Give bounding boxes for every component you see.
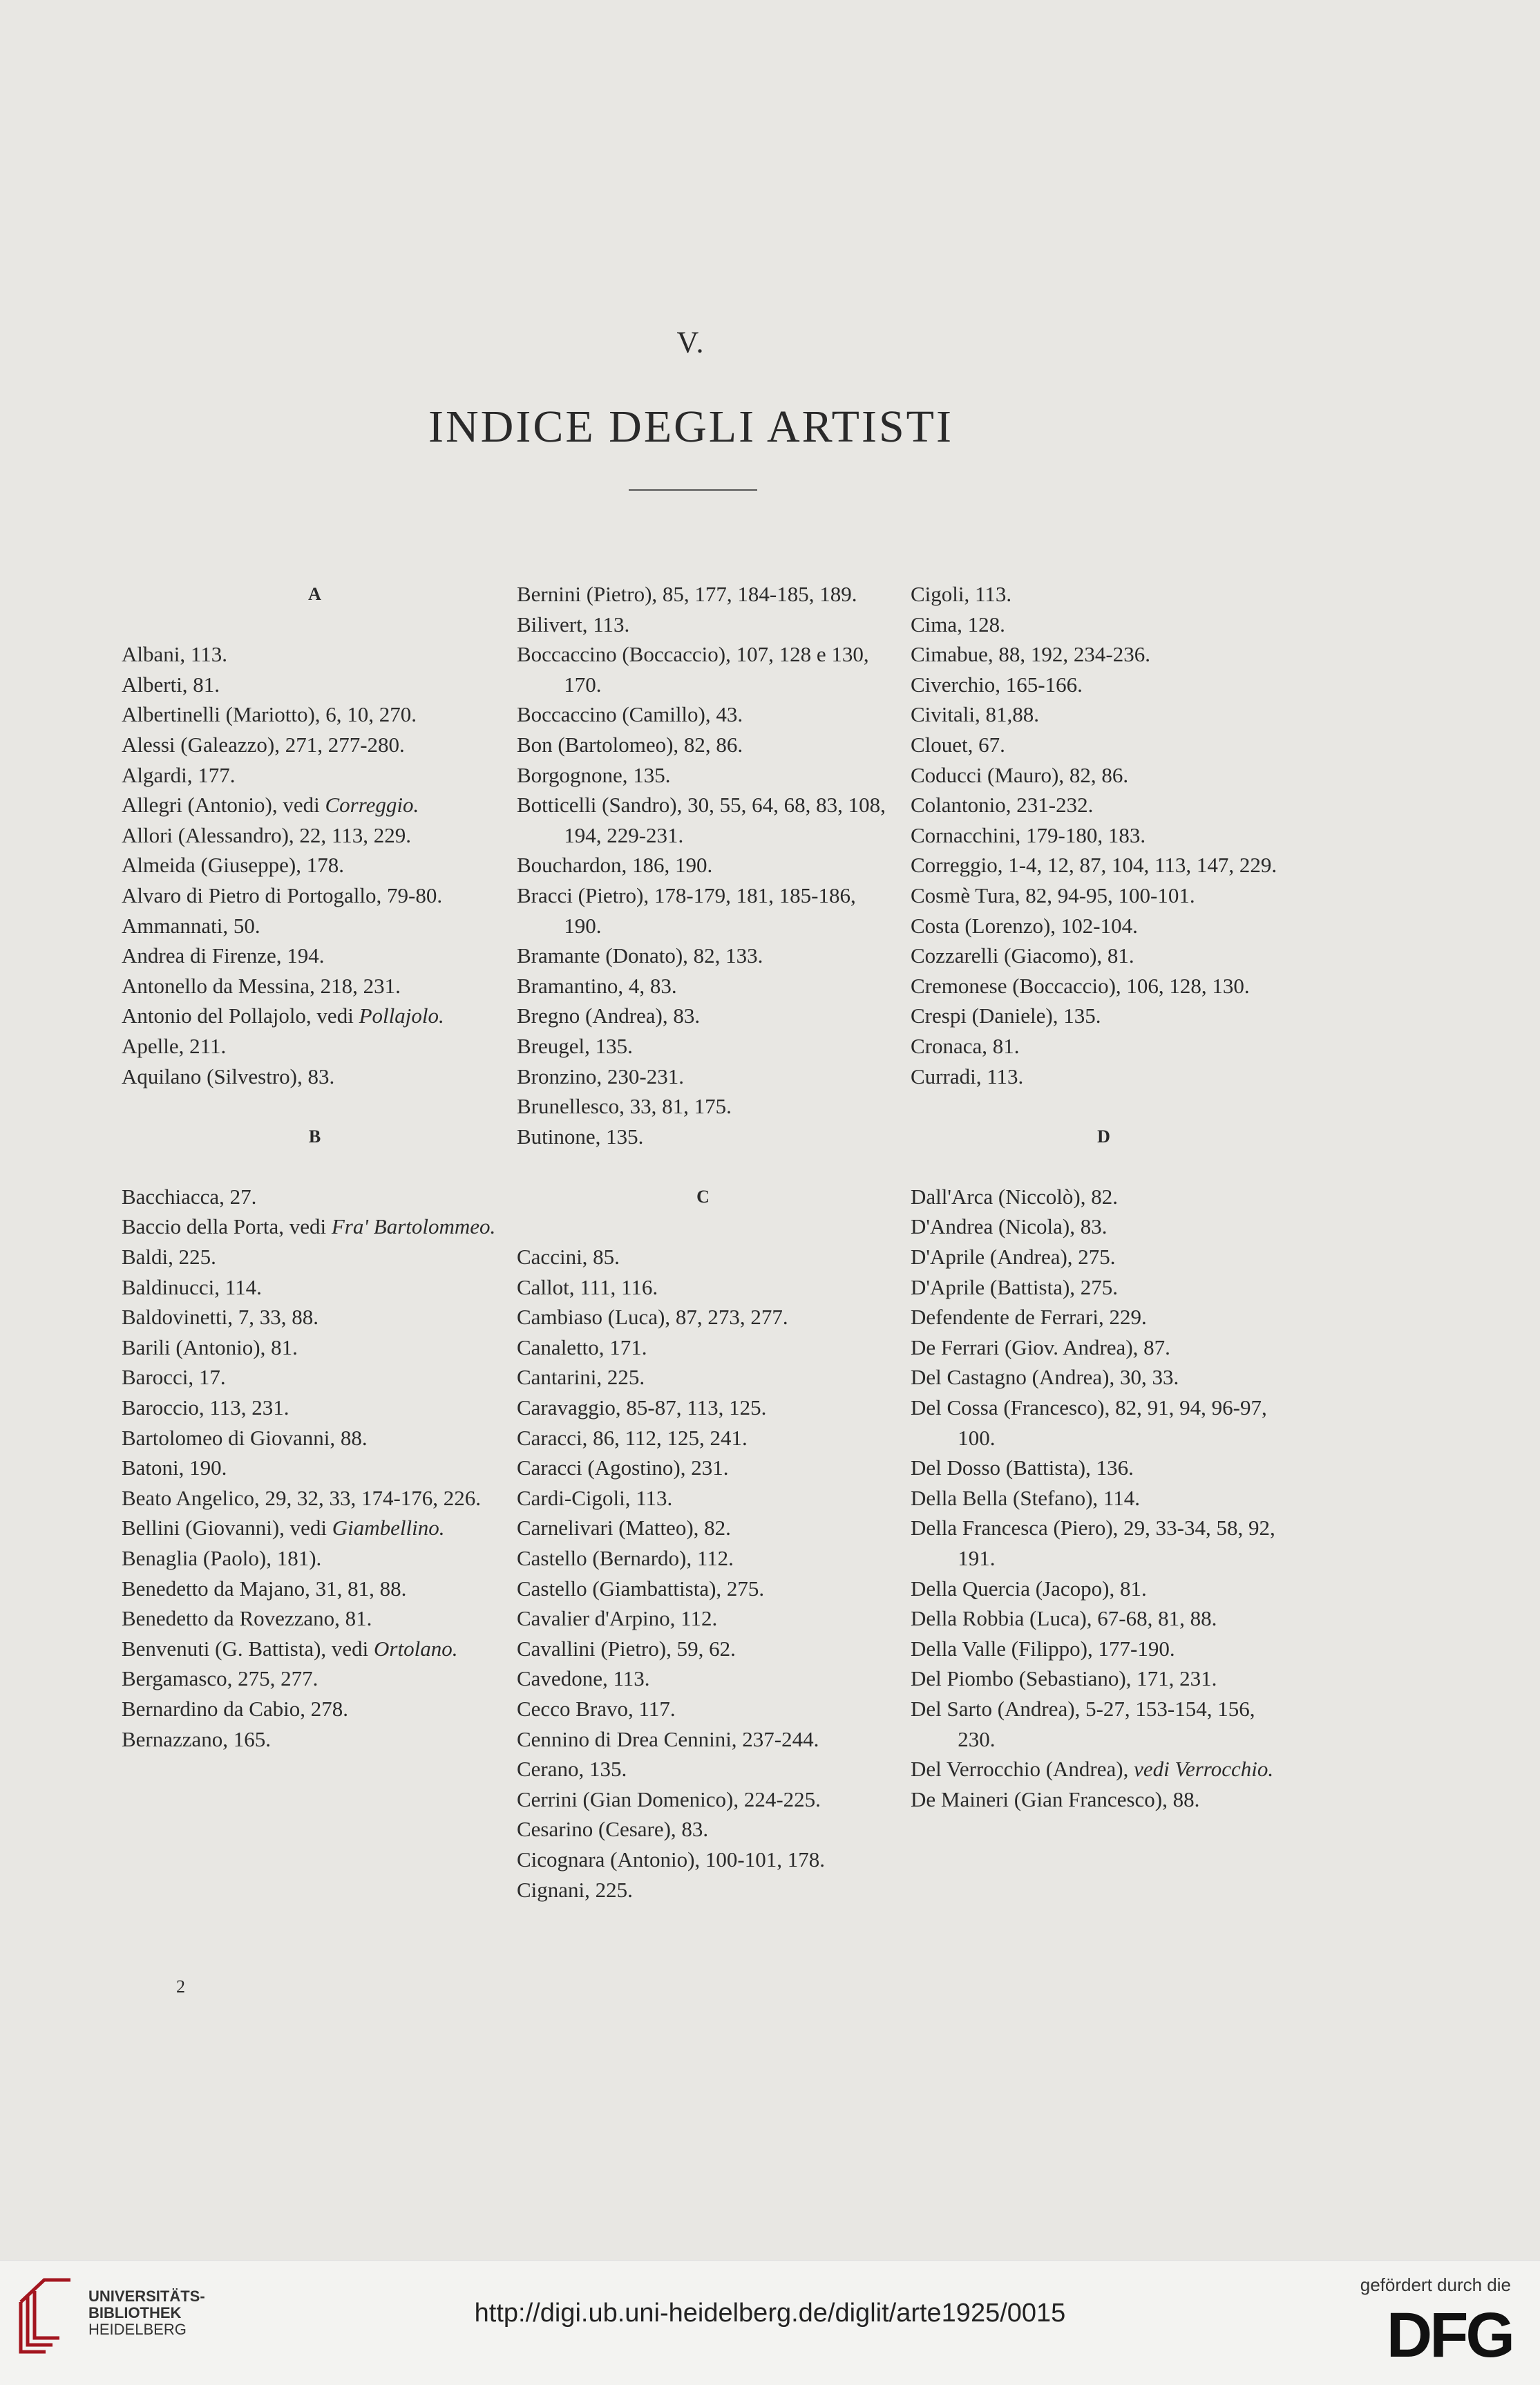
entry-text: Albertinelli (Mariotto), 6, 10, 270. <box>122 702 417 727</box>
index-entry <box>122 880 508 911</box>
index-entry <box>517 790 890 850</box>
entry-text: Del Castagno (Andrea), 30, 33. <box>911 1365 1179 1390</box>
index-entry <box>517 1393 890 1423</box>
index-entry <box>517 730 890 760</box>
entry-text: Cimabue, 88, 192, 234-236. <box>911 642 1150 667</box>
entry-text: Alberti, 81. <box>122 672 220 697</box>
entry-text: Crespi (Daniele), 135. <box>911 1003 1101 1028</box>
index-entry <box>122 1513 508 1543</box>
index-entry <box>517 1603 890 1634</box>
entry-text: Baldovinetti, 7, 33, 88. <box>122 1305 319 1330</box>
entry-text: De Maineri (Gian Francesco), 88. <box>911 1787 1200 1811</box>
index-entry <box>122 911 508 941</box>
entry-text: Civerchio, 165-166. <box>911 672 1083 697</box>
index-column-2 <box>517 579 890 1905</box>
index-entry <box>911 1362 1297 1393</box>
index-entry <box>517 1242 890 1272</box>
entry-text: Bellini (Giovanni), vedi <box>122 1516 332 1540</box>
index-letter-heading: D <box>1097 1126 1111 1147</box>
library-name-line-3: HEIDELBERG <box>88 2321 187 2338</box>
index-entry <box>911 639 1297 670</box>
spacer <box>911 1091 1297 1122</box>
index-entry <box>517 971 890 1001</box>
entry-reference: Ortolano. <box>374 1636 458 1661</box>
index-letter-heading: B <box>308 1126 322 1147</box>
index-entry <box>122 1332 508 1363</box>
entry-text: Bregno (Andrea), 83. <box>517 1003 701 1028</box>
entry-text: Benaglia (Paolo), 181). <box>122 1546 322 1570</box>
index-entry <box>122 1423 508 1453</box>
entry-text: Del Verrocchio (Andrea), <box>911 1757 1134 1782</box>
index-entry <box>517 1031 890 1062</box>
index-entry <box>122 850 508 880</box>
index-entry <box>911 760 1297 791</box>
index-entry <box>122 730 508 760</box>
entry-text: Della Valle (Filippo), 177-190. <box>911 1636 1175 1661</box>
entry-text: Andrea di Firenze, 194. <box>122 943 325 968</box>
entry-reference: Correggio. <box>325 793 419 818</box>
index-entry <box>122 639 508 670</box>
entry-text: Cosmè Tura, 82, 94-95, 100-101. <box>911 883 1195 907</box>
dfg-logo: DFG <box>1386 2300 1512 2370</box>
entry-text: Cronaca, 81. <box>911 1033 1020 1058</box>
entry-text: Castello (Bernardo), 112. <box>517 1546 734 1570</box>
index-entry <box>517 880 890 941</box>
index-entry <box>122 1634 508 1664</box>
index-entry <box>517 760 890 791</box>
entry-text: Bronzino, 230-231. <box>517 1064 684 1088</box>
index-entry <box>517 1663 890 1694</box>
index-entry <box>517 1362 890 1393</box>
entry-text: Beato Angelico, 29, 32, 33, 174-176, 226. <box>122 1485 482 1510</box>
index-entry <box>517 1845 890 1875</box>
entry-text: Boccaccino (Camillo), 43. <box>517 702 743 727</box>
entry-text: Baroccio, 113, 231. <box>122 1395 289 1420</box>
spacer <box>122 1091 508 1122</box>
index-entry <box>517 1875 890 1905</box>
index-entry <box>911 911 1297 941</box>
index-entry <box>517 1332 890 1363</box>
index-entry <box>517 699 890 730</box>
index-entry <box>517 1122 890 1152</box>
index-entry <box>122 1062 508 1092</box>
index-entry <box>122 699 508 730</box>
entry-text: Butinone, 135. <box>517 1124 644 1149</box>
library-name-line-1: UNIVERSITÄTS- <box>88 2288 205 2305</box>
index-entry <box>517 1001 890 1031</box>
entry-text: Cerrini (Gian Domenico), 224-225. <box>517 1787 821 1811</box>
title-divider <box>629 489 757 491</box>
entry-text: Caracci (Agostino), 231. <box>517 1455 729 1480</box>
index-entry <box>911 730 1297 760</box>
index-entry <box>122 1574 508 1604</box>
sponsor-label: gefördert durch die <box>1360 2274 1511 2295</box>
source-url-link[interactable]: http://digi.ub.uni-heidelberg.de/diglit/arte1925/0015 <box>474 2299 1066 2328</box>
index-entry <box>122 1694 508 1724</box>
entry-text: Della Bella (Stefano), 114. <box>911 1485 1140 1510</box>
entry-text: Del Piombo (Sebastiano), 171, 231. <box>911 1666 1217 1691</box>
entry-text: Cambiaso (Luca), 87, 273, 277. <box>517 1305 788 1330</box>
entry-text: Della Robbia (Luca), 67-68, 81, 88. <box>911 1606 1217 1631</box>
index-column-1 <box>122 579 508 1754</box>
index-entry <box>911 1754 1297 1784</box>
entry-text: D'Aprile (Battista), 275. <box>911 1274 1119 1299</box>
page-number: 2 <box>176 1977 185 1997</box>
entry-text: De Ferrari (Giov. Andrea), 87. <box>911 1335 1170 1359</box>
entry-text: Bernazzano, 165. <box>122 1726 272 1751</box>
entry-text: Cigoli, 113. <box>911 582 1012 606</box>
entry-text: Cennino di Drea Cennini, 237-244. <box>517 1726 819 1751</box>
entry-text: Bracci (Pietro), 178-179, 181, 185-186, 190. <box>517 883 856 938</box>
entry-text: Cignani, 225. <box>517 1877 633 1902</box>
entry-text: Bernini (Pietro), 85, 177, 184-185, 189. <box>517 582 857 606</box>
entry-text: Cremonese (Boccaccio), 106, 128, 130. <box>911 973 1250 998</box>
entry-text: Alvaro di Pietro di Portogallo, 79-80. <box>122 883 443 907</box>
section-number: V. <box>676 326 705 359</box>
index-entry <box>517 1754 890 1784</box>
index-entry <box>122 1362 508 1393</box>
index-entry <box>517 941 890 971</box>
entry-text: Antonello da Messina, 218, 231. <box>122 973 401 998</box>
index-entry <box>911 1513 1297 1573</box>
index-entry <box>122 1603 508 1634</box>
entry-text: Cicognara (Antonio), 100-101, 178. <box>517 1847 825 1872</box>
entry-text: Brunellesco, 33, 81, 175. <box>517 1094 732 1119</box>
entry-text: Del Sarto (Andrea), 5-27, 153-154, 156, 230. <box>911 1696 1255 1751</box>
entry-text: Algardi, 177. <box>122 762 236 787</box>
index-entry <box>517 579 890 610</box>
entry-text: Cornacchini, 179-180, 183. <box>911 822 1146 847</box>
index-column-3 <box>911 579 1297 1814</box>
index-entry <box>911 850 1297 880</box>
index-entry <box>122 1543 508 1574</box>
index-entry <box>911 579 1297 610</box>
entry-reference: vedi Verrocchio. <box>1134 1757 1274 1782</box>
entry-text: Curradi, 113. <box>911 1064 1024 1088</box>
index-entry <box>122 1302 508 1332</box>
index-entry <box>911 1182 1297 1212</box>
entry-text: Antonio del Pollajolo, vedi <box>122 1003 359 1028</box>
entry-text: Almeida (Giuseppe), 178. <box>122 853 344 878</box>
index-entry <box>911 1483 1297 1514</box>
index-entry <box>122 670 508 700</box>
entry-text: Coducci (Mauro), 82, 86. <box>911 762 1129 787</box>
index-entry <box>122 1724 508 1755</box>
index-entry <box>517 1574 890 1604</box>
index-entry <box>517 1513 890 1543</box>
entry-reference: Giambellino. <box>332 1516 445 1540</box>
entry-text: Botticelli (Sandro), 30, 55, 64, 68, 83, 108, 194, 229-231. <box>517 793 886 847</box>
entry-text: Cavallini (Pietro), 59, 62. <box>517 1636 736 1661</box>
index-entry <box>911 1663 1297 1694</box>
index-entry <box>517 1453 890 1483</box>
entry-text: Batoni, 190. <box>122 1455 227 1480</box>
index-entry <box>517 1784 890 1815</box>
index-entry <box>517 610 890 640</box>
index-entry <box>911 1332 1297 1363</box>
entry-text: Ammannati, 50. <box>122 913 260 938</box>
index-entry <box>911 1272 1297 1303</box>
entry-text: Benedetto da Majano, 31, 81, 88. <box>122 1576 407 1601</box>
index-entry <box>911 670 1297 700</box>
index-entry <box>911 1001 1297 1031</box>
entry-text: Aquilano (Silvestro), 83. <box>122 1064 335 1088</box>
entry-text: Defendente de Ferrari, 229. <box>911 1305 1147 1330</box>
index-entry <box>911 1393 1297 1453</box>
index-entry <box>122 1212 508 1242</box>
entry-text: Boccaccino (Boccaccio), 107, 128 e 130, 170. <box>517 642 869 697</box>
index-entry <box>122 820 508 851</box>
spacer <box>122 1151 508 1182</box>
index-entry <box>911 1784 1297 1815</box>
entry-text: Correggio, 1-4, 12, 87, 104, 113, 147, 229. <box>911 853 1277 878</box>
entry-text: Castello (Giambattista), 275. <box>517 1576 765 1601</box>
entry-text: Alessi (Galeazzo), 271, 277-280. <box>122 732 405 757</box>
entry-text: Bernardino da Cabio, 278. <box>122 1696 349 1721</box>
entry-text: Baccio della Porta, vedi <box>122 1214 332 1239</box>
entry-text: Barocci, 17. <box>122 1365 226 1390</box>
index-letter-heading: C <box>696 1186 710 1207</box>
entry-text: Cecco Bravo, 117. <box>517 1696 676 1721</box>
entry-text: Bergamasco, 275, 277. <box>122 1666 319 1691</box>
index-entry <box>911 1694 1297 1754</box>
entry-text: Bon (Bartolomeo), 82, 86. <box>517 732 743 757</box>
entry-text: Della Quercia (Jacopo), 81. <box>911 1576 1147 1601</box>
index-letter-heading: A <box>308 584 322 604</box>
entry-text: Cozzarelli (Giacomo), 81. <box>911 943 1134 968</box>
entry-text: D'Aprile (Andrea), 275. <box>911 1245 1116 1270</box>
entry-text: Cavedone, 113. <box>517 1666 650 1691</box>
index-entry <box>122 1031 508 1062</box>
entry-text: Breugel, 135. <box>517 1033 633 1058</box>
entry-text: Colantonio, 231-232. <box>911 793 1094 818</box>
entry-text: Caracci, 86, 112, 125, 241. <box>517 1425 748 1450</box>
entry-reference: Fra' Bartolommeo. <box>331 1214 496 1239</box>
entry-text: Benedetto da Rovezzano, 81. <box>122 1606 372 1631</box>
entry-text: Apelle, 211. <box>122 1033 227 1058</box>
entry-text: Della Francesca (Piero), 29, 33-34, 58, 92, 191. <box>911 1516 1275 1570</box>
index-entry <box>122 971 508 1001</box>
entry-text: Cantarini, 225. <box>517 1365 645 1390</box>
entry-text: Del Cossa (Francesco), 82, 91, 94, 96-97, 100. <box>911 1395 1267 1450</box>
entry-text: D'Andrea (Nicola), 83. <box>911 1214 1108 1239</box>
index-entry <box>911 1634 1297 1664</box>
entry-text: Allegri (Antonio), vedi <box>122 793 325 818</box>
entry-text: Barili (Antonio), 81. <box>122 1335 298 1359</box>
index-entry <box>122 941 508 971</box>
index-entry <box>517 1634 890 1664</box>
entry-text: Canaletto, 171. <box>517 1335 647 1359</box>
entry-text: Bilivert, 113. <box>517 612 630 637</box>
index-entry <box>122 1182 508 1212</box>
index-entry <box>911 1453 1297 1483</box>
entry-text: Borgognone, 135. <box>517 762 671 787</box>
entry-text: Carnelivari (Matteo), 82. <box>517 1516 731 1540</box>
index-entry <box>517 1724 890 1755</box>
entry-text: Bramante (Donato), 82, 133. <box>517 943 763 968</box>
entry-text: Baldinucci, 114. <box>122 1274 262 1299</box>
index-entry <box>911 880 1297 911</box>
spacer <box>517 1212 890 1242</box>
entry-text: Costa (Lorenzo), 102-104. <box>911 913 1138 938</box>
index-entry <box>517 1814 890 1845</box>
index-entry <box>911 820 1297 851</box>
index-entry <box>911 1574 1297 1604</box>
index-entry <box>911 1242 1297 1272</box>
entry-text: Bouchardon, 186, 190. <box>517 853 713 878</box>
index-entry <box>517 1694 890 1724</box>
index-entry <box>122 1272 508 1303</box>
entry-text: Dall'Arca (Niccolò), 82. <box>911 1184 1118 1209</box>
index-entry <box>517 1423 890 1453</box>
index-entry <box>122 1483 508 1514</box>
entry-text: Cima, 128. <box>911 612 1005 637</box>
index-entry <box>911 790 1297 820</box>
index-entry <box>122 760 508 791</box>
index-entry <box>517 850 890 880</box>
index-entry <box>122 1393 508 1423</box>
entry-text: Cavalier d'Arpino, 112. <box>517 1606 718 1631</box>
entry-text: Cardi-Cigoli, 113. <box>517 1485 673 1510</box>
entry-text: Cerano, 135. <box>517 1757 627 1782</box>
index-entry <box>122 1663 508 1694</box>
index-entry <box>911 971 1297 1001</box>
entry-text: Civitali, 81,88. <box>911 702 1039 727</box>
entry-text: Callot, 111, 116. <box>517 1274 658 1299</box>
entry-text: Bramantino, 4, 83. <box>517 973 677 998</box>
index-entry <box>517 639 890 699</box>
entry-text: Cesarino (Cesare), 83. <box>517 1817 709 1842</box>
spacer <box>122 610 508 640</box>
index-entry <box>911 941 1297 971</box>
index-entry <box>517 1483 890 1514</box>
index-entry <box>911 610 1297 640</box>
entry-text: Clouet, 67. <box>911 732 1005 757</box>
index-entry <box>122 790 508 820</box>
entry-text: Allori (Alessandro), 22, 113, 229. <box>122 822 412 847</box>
index-entry <box>517 1091 890 1122</box>
index-entry <box>122 1242 508 1272</box>
entry-text: Bacchiacca, 27. <box>122 1184 257 1209</box>
index-entry <box>122 1001 508 1031</box>
footer-bar <box>0 2260 1540 2385</box>
index-entry <box>122 1453 508 1483</box>
library-name-line-2: BIBLIOTHEK <box>88 2304 182 2321</box>
entry-text: Benvenuti (G. Battista), vedi <box>122 1636 374 1661</box>
entry-text: Baldi, 225. <box>122 1245 216 1270</box>
index-entry <box>517 1543 890 1574</box>
entry-reference: Pollajolo. <box>359 1003 444 1028</box>
spacer <box>911 1151 1297 1182</box>
index-entry <box>911 1031 1297 1062</box>
index-entry <box>911 699 1297 730</box>
entry-text: Caravaggio, 85-87, 113, 125. <box>517 1395 767 1420</box>
index-entry <box>517 1272 890 1303</box>
spacer <box>517 1151 890 1182</box>
entry-text: Caccini, 85. <box>517 1245 620 1270</box>
entry-text: Del Dosso (Battista), 136. <box>911 1455 1134 1480</box>
index-entry <box>911 1212 1297 1242</box>
index-entry <box>517 1302 890 1332</box>
entry-text: Bartolomeo di Giovanni, 88. <box>122 1425 368 1450</box>
index-entry <box>911 1062 1297 1092</box>
entry-text: Albani, 113. <box>122 642 227 667</box>
index-entry <box>911 1302 1297 1332</box>
page-title: INDICE DEGLI ARTISTI <box>428 402 953 452</box>
index-entry <box>517 1062 890 1092</box>
index-entry <box>911 1603 1297 1634</box>
